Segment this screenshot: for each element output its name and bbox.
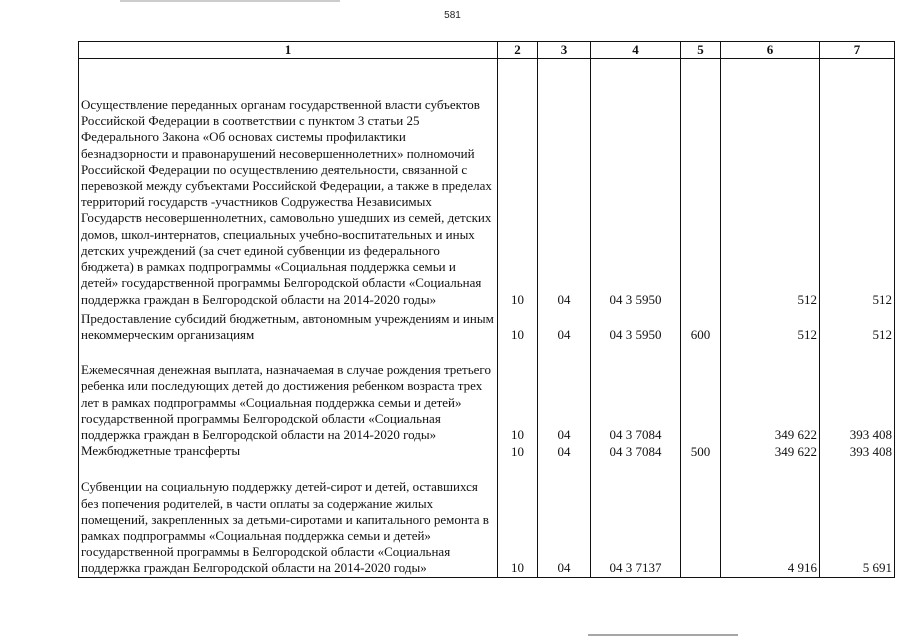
table-body (79, 59, 895, 577)
table-row (79, 59, 895, 311)
cell-amount-year1: 512 (721, 311, 820, 343)
scan-artifact-top (120, 0, 340, 2)
cell-section: 10 (498, 443, 538, 460)
cell-target-article: 04 3 7084 (591, 343, 681, 443)
cell-target-article: 04 3 7084 (591, 443, 681, 460)
table-row (79, 343, 895, 443)
cell-subsection: 04 (538, 343, 591, 443)
cell-target-article: 04 3 5950 (591, 311, 681, 343)
cell-target-article: 04 3 5950 (591, 59, 681, 311)
cell-expense-type: 500 (681, 443, 721, 460)
cell-amount-year2: 512 (820, 59, 895, 311)
cell-amount-year1: 4 916 (721, 460, 820, 577)
budget-table (78, 41, 895, 578)
cell-expense-type (681, 59, 721, 311)
cell-target-article: 04 3 7137 (591, 460, 681, 577)
row-description: Ежемесячная денежная выплата, назначаемая в случае рождения третьего ребенка или последующих детей до достижения ребенком возраста трех лет в рамках подпрограммы «Социальная поддержка семьи и детей» государственной программы Белгородской области «Социальная поддержка граждан в Белгородской области на 2014-2020 годы» (79, 343, 498, 443)
row-description: Осуществление переданных органам государственной власти субъектов Российской Федерации в соответствии с пунктом 3 статьи 25 Федерального Закона «Об основах системы профилактики безнадзорности и правонарушений несовершеннолетних» полномочий Российской Федерации по осуществлению деятельности, связанной с перевозкой между субъектами Российской Федерации, а также в пределах территорий государств -участников Содружества Независимых Государств несовершеннолетних, самовольно ушедших из семей, детских домов, школ-интернатов, специальных учебно-воспитательных и иных детских учреждений (за счет единой субвенции из федерального бюджета) в рамках подпрограммы «Социальная поддержка семьи и детей» государственной программы Белгородской области «Социальная поддержка граждан в Белгородской области на 2014-2020 годы» (79, 59, 498, 311)
cell-subsection: 04 (538, 460, 591, 577)
table-row (79, 460, 895, 577)
cell-subsection: 04 (538, 443, 591, 460)
column-header-1: 1 (79, 42, 498, 59)
cell-amount-year2: 5 691 (820, 460, 895, 577)
row-description: Предоставление субсидий бюджетным, автономным учреждениям и иным некоммерческим организациям (79, 311, 498, 343)
cell-section: 10 (498, 343, 538, 443)
cell-amount-year1: 349 622 (721, 443, 820, 460)
cell-expense-type: 600 (681, 311, 721, 343)
page-number: 581 (444, 10, 461, 21)
column-header-3: 3 (538, 42, 591, 59)
cell-subsection: 04 (538, 311, 591, 343)
cell-amount-year1: 349 622 (721, 343, 820, 443)
cell-subsection: 04 (538, 59, 591, 311)
header-row (79, 42, 895, 59)
column-header-7: 7 (820, 42, 895, 59)
scan-artifact-bottom (588, 634, 738, 636)
cell-amount-year2: 512 (820, 311, 895, 343)
cell-section: 10 (498, 460, 538, 577)
cell-section: 10 (498, 311, 538, 343)
row-description: Субвенции на социальную поддержку детей-сирот и детей, оставшихся без попечения родителей, в части оплаты за содержание жилых помещений, закрепленных за детьми-сиротами и капитального ремонта в рамках подпрограммы «Социальная поддержка семьи и детей» государственной программы в Белгородской области «Социальная поддержка граждан Белгородской области на 2014-2020 годы» (79, 460, 498, 577)
table-row (79, 311, 895, 343)
cell-amount-year2: 393 408 (820, 443, 895, 460)
column-header-4: 4 (591, 42, 681, 59)
table-header (79, 42, 895, 59)
table-row (79, 443, 895, 460)
column-header-2: 2 (498, 42, 538, 59)
cell-amount-year1: 512 (721, 59, 820, 311)
cell-amount-year2: 393 408 (820, 343, 895, 443)
column-header-5: 5 (681, 42, 721, 59)
cell-expense-type (681, 343, 721, 443)
cell-section: 10 (498, 59, 538, 311)
row-description: Межбюджетные трансферты (79, 443, 498, 460)
column-header-6: 6 (721, 42, 820, 59)
cell-expense-type (681, 460, 721, 577)
